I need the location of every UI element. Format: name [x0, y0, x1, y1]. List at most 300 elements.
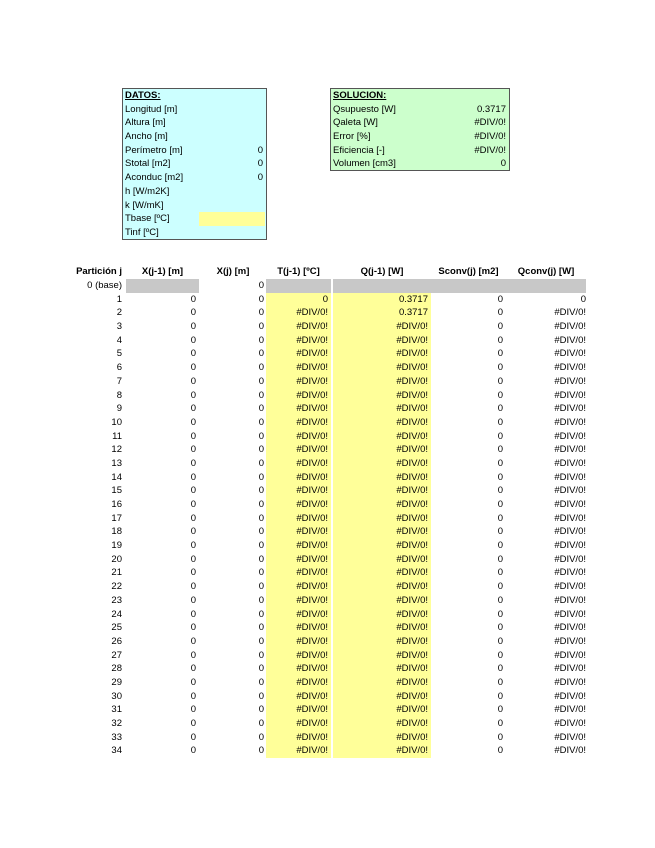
x-cell[interactable]: 0 [258, 471, 264, 483]
solucion-row [331, 157, 509, 171]
heat-cell[interactable]: #DIV/0! [333, 676, 431, 690]
partition-index-cell: 8 [116, 389, 122, 401]
x-cell[interactable]: 0 [258, 745, 264, 757]
sconv-cell[interactable]: 0 [497, 293, 503, 305]
datos-label: Ancho [m] [125, 131, 168, 143]
temperature-cell[interactable]: #DIV/0! [266, 361, 331, 375]
x-prev-cell[interactable]: 0 [190, 416, 196, 428]
x-cell[interactable]: 0 [258, 663, 264, 675]
heat-cell[interactable]: 0.3717 [333, 306, 431, 320]
base-gray-cell[interactable] [126, 279, 199, 293]
qconv-cell[interactable]: #DIV/0! [554, 321, 586, 333]
table-row [60, 635, 590, 649]
heat-cell[interactable]: #DIV/0! [333, 375, 431, 389]
qconv-cell[interactable]: #DIV/0! [554, 499, 586, 510]
table-row [60, 553, 590, 567]
sconv-cell[interactable]: 0 [497, 375, 503, 387]
heat-cell[interactable]: #DIV/0! [333, 334, 431, 348]
datos-title-row [123, 89, 266, 103]
sconv-cell[interactable]: 0 [497, 512, 503, 524]
sconv-cell[interactable]: 0 [497, 362, 503, 374]
x-prev-cell[interactable]: 0 [190, 594, 196, 606]
x-prev-cell[interactable]: 0 [190, 307, 196, 319]
heat-cell[interactable]: #DIV/0! [333, 539, 431, 553]
temperature-cell[interactable]: #DIV/0! [266, 635, 331, 649]
qconv-cell[interactable]: #DIV/0! [554, 362, 586, 374]
sconv-cell[interactable]: 0 [497, 540, 503, 552]
x-prev-cell[interactable]: 0 [190, 690, 196, 702]
qconv-cell[interactable]: #DIV/0! [554, 485, 586, 497]
heat-cell[interactable]: #DIV/0! [333, 566, 431, 580]
x-cell[interactable]: 0 [258, 307, 264, 319]
sconv-cell[interactable]: 0 [497, 704, 503, 716]
solucion-value[interactable]: #DIV/0! [474, 131, 506, 143]
partition-index-cell: 4 [116, 334, 122, 346]
solucion-label: Eficiencia [-] [333, 144, 385, 156]
sconv-cell[interactable]: 0 [497, 307, 503, 319]
table-row [60, 594, 590, 608]
header-xj: X(j) [m] [216, 266, 250, 277]
qconv-cell[interactable]: #DIV/0! [554, 663, 586, 675]
x-cell[interactable]: 0 [258, 485, 264, 497]
solucion-label: Qaleta [W] [333, 117, 378, 129]
base-label: 0 (base) [87, 280, 122, 291]
x-prev-cell[interactable]: 0 [190, 704, 196, 716]
x-prev-cell[interactable]: 0 [190, 334, 196, 346]
partition-index-cell: 20 [111, 553, 122, 565]
x-prev-cell[interactable]: 0 [190, 293, 196, 305]
qconv-cell[interactable]: #DIV/0! [554, 649, 586, 661]
partition-index-cell: 21 [111, 567, 122, 579]
heat-cell[interactable]: #DIV/0! [333, 662, 431, 676]
qconv-cell[interactable]: 0 [580, 293, 586, 305]
x-cell[interactable]: 0 [258, 389, 264, 401]
x-prev-cell[interactable]: 0 [190, 430, 196, 442]
temperature-cell[interactable]: #DIV/0! [266, 525, 331, 539]
x-cell[interactable]: 0 [258, 321, 264, 333]
temperature-cell[interactable]: #DIV/0! [266, 375, 331, 389]
partition-index-cell: 16 [111, 499, 122, 510]
qconv-cell[interactable]: #DIV/0! [554, 622, 586, 634]
sconv-cell[interactable]: 0 [497, 389, 503, 401]
temperature-cell[interactable]: #DIV/0! [266, 320, 331, 334]
heat-cell[interactable]: #DIV/0! [333, 703, 431, 717]
partition-index-cell: 31 [111, 704, 122, 716]
partition-index-cell: 19 [111, 540, 122, 552]
sconv-cell[interactable]: 0 [497, 457, 503, 469]
x-prev-cell[interactable]: 0 [190, 718, 196, 729]
heat-cell[interactable]: #DIV/0! [333, 457, 431, 471]
partition-index-cell: 6 [116, 362, 122, 374]
partition-index-cell: 13 [111, 457, 122, 469]
x-prev-cell[interactable]: 0 [190, 649, 196, 661]
x-cell[interactable]: 0 [258, 526, 264, 538]
x-prev-cell[interactable]: 0 [190, 622, 196, 634]
qconv-cell[interactable]: #DIV/0! [554, 581, 586, 593]
x-cell[interactable]: 0 [258, 512, 264, 524]
table-base-row [60, 279, 590, 293]
partition-index-cell: 23 [111, 594, 122, 606]
sconv-cell[interactable]: 0 [497, 403, 503, 415]
datos-label: Tinf [ºC] [125, 226, 159, 238]
x-prev-cell[interactable]: 0 [190, 553, 196, 565]
sconv-cell[interactable]: 0 [497, 499, 503, 510]
partition-index-cell: 22 [111, 581, 122, 593]
x-cell[interactable]: 0 [258, 608, 264, 620]
heat-cell[interactable]: #DIV/0! [333, 580, 431, 594]
tbase-input-cell[interactable] [199, 212, 265, 226]
temperature-cell[interactable]: #DIV/0! [266, 703, 331, 717]
temperature-cell[interactable]: #DIV/0! [266, 457, 331, 471]
table-row [60, 649, 590, 663]
x-cell[interactable]: 0 [258, 718, 264, 729]
sconv-cell[interactable]: 0 [497, 635, 503, 647]
sconv-cell[interactable]: 0 [497, 745, 503, 757]
qconv-cell[interactable]: #DIV/0! [554, 307, 586, 319]
partition-index-cell: 29 [111, 676, 122, 688]
sconv-cell[interactable]: 0 [497, 622, 503, 634]
qconv-cell[interactable]: #DIV/0! [554, 416, 586, 428]
temperature-cell[interactable]: #DIV/0! [266, 553, 331, 567]
x-cell[interactable]: 0 [258, 676, 264, 688]
heat-cell[interactable]: #DIV/0! [333, 443, 431, 457]
x-prev-cell[interactable]: 0 [190, 403, 196, 415]
qconv-cell[interactable]: #DIV/0! [554, 540, 586, 552]
partition-index-cell: 15 [111, 485, 122, 497]
temperature-cell[interactable]: #DIV/0! [266, 498, 331, 512]
datos-value[interactable]: 0 [257, 158, 263, 170]
x-cell[interactable]: 0 [258, 416, 264, 428]
sconv-cell[interactable]: 0 [497, 676, 503, 688]
temperature-cell[interactable]: #DIV/0! [266, 347, 331, 361]
table-row [60, 498, 590, 512]
x-cell[interactable]: 0 [258, 540, 264, 552]
x-prev-cell[interactable]: 0 [190, 745, 196, 757]
sconv-cell[interactable]: 0 [497, 663, 503, 675]
x-cell[interactable]: 0 [258, 457, 264, 469]
x-prev-cell[interactable]: 0 [190, 567, 196, 579]
sconv-cell[interactable]: 0 [497, 608, 503, 620]
solucion-title: SOLUCION: [333, 90, 387, 101]
partition-index-cell: 12 [111, 444, 122, 456]
partition-index-cell: 34 [111, 745, 122, 757]
qconv-cell[interactable]: #DIV/0! [554, 731, 586, 743]
x-prev-cell[interactable]: 0 [190, 389, 196, 401]
datos-value[interactable]: 0 [257, 172, 263, 184]
partition-index-cell: 3 [116, 321, 122, 333]
x-prev-cell[interactable]: 0 [190, 444, 196, 456]
qconv-cell[interactable]: #DIV/0! [554, 389, 586, 401]
x-prev-cell[interactable]: 0 [190, 499, 196, 510]
base-xj-cell[interactable]: 0 [258, 280, 264, 291]
datos-row [123, 199, 266, 213]
temperature-cell[interactable]: #DIV/0! [266, 334, 331, 348]
datos-label: Altura [m] [125, 117, 166, 129]
table-row [60, 690, 590, 704]
x-cell[interactable]: 0 [258, 499, 264, 510]
datos-title: DATOS: [125, 90, 161, 101]
temperature-cell[interactable]: #DIV/0! [266, 539, 331, 553]
x-cell[interactable]: 0 [258, 444, 264, 456]
table-row [60, 389, 590, 403]
temperature-cell[interactable]: #DIV/0! [266, 443, 331, 457]
temperature-cell[interactable]: #DIV/0! [266, 566, 331, 580]
qconv-cell[interactable]: #DIV/0! [554, 704, 586, 716]
heat-cell[interactable]: 0.3717 [333, 293, 431, 307]
x-prev-cell[interactable]: 0 [190, 581, 196, 593]
solucion-value[interactable]: #DIV/0! [474, 144, 506, 156]
datos-row [123, 212, 266, 226]
solucion-label: Error [%] [333, 131, 371, 143]
heat-cell[interactable]: #DIV/0! [333, 512, 431, 526]
qconv-cell[interactable]: #DIV/0! [554, 471, 586, 483]
x-cell[interactable]: 0 [258, 690, 264, 702]
heat-cell[interactable]: #DIV/0! [333, 402, 431, 416]
base-gray-cell[interactable] [333, 279, 431, 293]
solucion-row [331, 130, 509, 144]
qconv-cell[interactable]: #DIV/0! [554, 567, 586, 579]
datos-value[interactable]: 0 [257, 144, 263, 156]
qconv-cell[interactable]: #DIV/0! [554, 690, 586, 702]
partition-index-cell: 2 [116, 307, 122, 319]
x-prev-cell[interactable]: 0 [190, 457, 196, 469]
x-prev-cell[interactable]: 0 [190, 526, 196, 538]
x-cell[interactable]: 0 [258, 334, 264, 346]
sconv-cell[interactable]: 0 [497, 348, 503, 360]
header-qj-prev: Q(j-1) [W] [360, 266, 404, 277]
temperature-cell[interactable]: #DIV/0! [266, 471, 331, 485]
x-prev-cell[interactable]: 0 [190, 348, 196, 360]
solucion-value[interactable]: 0 [500, 158, 506, 170]
qconv-cell[interactable]: #DIV/0! [554, 444, 586, 456]
table-row [60, 443, 590, 457]
x-cell[interactable]: 0 [258, 553, 264, 565]
qconv-cell[interactable]: #DIV/0! [554, 348, 586, 360]
solucion-row [331, 116, 509, 130]
heat-cell[interactable]: #DIV/0! [333, 553, 431, 567]
x-cell[interactable]: 0 [258, 362, 264, 374]
heat-cell[interactable]: #DIV/0! [333, 717, 431, 731]
base-gray-cell[interactable] [266, 279, 331, 293]
qconv-cell[interactable]: #DIV/0! [554, 718, 586, 729]
partition-index-cell: 25 [111, 622, 122, 634]
qconv-cell[interactable]: #DIV/0! [554, 375, 586, 387]
x-prev-cell[interactable]: 0 [190, 485, 196, 497]
heat-cell[interactable]: #DIV/0! [333, 347, 431, 361]
x-prev-cell[interactable]: 0 [190, 512, 196, 524]
x-cell[interactable]: 0 [258, 594, 264, 606]
qconv-cell[interactable]: #DIV/0! [554, 635, 586, 647]
sconv-cell[interactable]: 0 [497, 416, 503, 428]
temperature-cell[interactable]: #DIV/0! [266, 484, 331, 498]
solucion-value[interactable]: 0.3717 [476, 103, 506, 115]
datos-label: Perímetro [m] [125, 144, 183, 156]
qconv-cell[interactable]: #DIV/0! [554, 457, 586, 469]
sconv-cell[interactable]: 0 [497, 485, 503, 497]
heat-cell[interactable]: #DIV/0! [333, 731, 431, 745]
sconv-cell[interactable]: 0 [497, 471, 503, 483]
partition-index-cell: 24 [111, 608, 122, 620]
table-row [60, 484, 590, 498]
temperature-cell[interactable]: #DIV/0! [266, 306, 331, 320]
x-cell[interactable]: 0 [258, 430, 264, 442]
temperature-cell[interactable]: 0 [266, 293, 331, 307]
table-row [60, 347, 590, 361]
solucion-label: Qsupuesto [W] [333, 103, 396, 115]
temperature-cell[interactable]: #DIV/0! [266, 580, 331, 594]
partition-index-cell: 10 [111, 416, 122, 428]
heat-cell[interactable]: #DIV/0! [333, 498, 431, 512]
temperature-cell[interactable]: #DIV/0! [266, 608, 331, 622]
partition-index-cell: 1 [116, 293, 122, 305]
temperature-cell[interactable]: #DIV/0! [266, 594, 331, 608]
datos-row [123, 171, 266, 185]
qconv-cell[interactable]: #DIV/0! [554, 334, 586, 346]
table-row [60, 457, 590, 471]
x-prev-cell[interactable]: 0 [190, 635, 196, 647]
datos-row [123, 185, 266, 199]
heat-cell[interactable]: #DIV/0! [333, 484, 431, 498]
sconv-cell[interactable]: 0 [497, 334, 503, 346]
table-row [60, 731, 590, 745]
partition-index-cell: 18 [111, 526, 122, 538]
heat-cell[interactable]: #DIV/0! [333, 635, 431, 649]
temperature-cell[interactable]: #DIV/0! [266, 717, 331, 731]
x-prev-cell[interactable]: 0 [190, 362, 196, 374]
sconv-cell[interactable]: 0 [497, 444, 503, 456]
sconv-cell[interactable]: 0 [497, 594, 503, 606]
table-row [60, 580, 590, 594]
table-body [60, 293, 590, 758]
base-gray-cell[interactable] [431, 279, 506, 293]
x-cell[interactable]: 0 [258, 375, 264, 387]
qconv-cell[interactable]: #DIV/0! [554, 403, 586, 415]
qconv-cell[interactable]: #DIV/0! [554, 676, 586, 688]
x-cell[interactable]: 0 [258, 581, 264, 593]
sconv-cell[interactable]: 0 [497, 567, 503, 579]
qconv-cell[interactable]: #DIV/0! [554, 430, 586, 442]
temperature-cell[interactable]: #DIV/0! [266, 430, 331, 444]
qconv-cell[interactable]: #DIV/0! [554, 553, 586, 565]
temperature-cell[interactable]: #DIV/0! [266, 512, 331, 526]
temperature-cell[interactable]: #DIV/0! [266, 731, 331, 745]
temperature-cell[interactable]: #DIV/0! [266, 621, 331, 635]
sconv-cell[interactable]: 0 [497, 649, 503, 661]
x-cell[interactable]: 0 [258, 403, 264, 415]
x-cell[interactable]: 0 [258, 649, 264, 661]
heat-cell[interactable]: #DIV/0! [333, 320, 431, 334]
x-cell[interactable]: 0 [258, 567, 264, 579]
x-cell[interactable]: 0 [258, 731, 264, 743]
x-prev-cell[interactable]: 0 [190, 471, 196, 483]
partition-index-cell: 30 [111, 690, 122, 702]
temperature-cell[interactable]: #DIV/0! [266, 744, 331, 758]
heat-cell[interactable]: #DIV/0! [333, 389, 431, 403]
heat-cell[interactable]: #DIV/0! [333, 744, 431, 758]
table-row [60, 471, 590, 485]
x-prev-cell[interactable]: 0 [190, 663, 196, 675]
heat-cell[interactable]: #DIV/0! [333, 690, 431, 704]
heat-cell[interactable]: #DIV/0! [333, 361, 431, 375]
sconv-cell[interactable]: 0 [497, 526, 503, 538]
partition-index-cell: 17 [111, 512, 122, 524]
heat-cell[interactable]: #DIV/0! [333, 621, 431, 635]
header-xj-prev: X(j-1) [m] [141, 266, 184, 277]
sconv-cell[interactable]: 0 [497, 430, 503, 442]
table-row [60, 608, 590, 622]
table-row [60, 539, 590, 553]
x-prev-cell[interactable]: 0 [190, 608, 196, 620]
table-row [60, 402, 590, 416]
x-prev-cell[interactable]: 0 [190, 731, 196, 743]
heat-cell[interactable]: #DIV/0! [333, 471, 431, 485]
header-qconv: Qconv(j) [W] [517, 266, 575, 277]
x-cell[interactable]: 0 [258, 635, 264, 647]
temperature-cell[interactable]: #DIV/0! [266, 676, 331, 690]
partition-index-cell: 28 [111, 663, 122, 675]
temperature-cell[interactable]: #DIV/0! [266, 649, 331, 663]
table-row [60, 744, 590, 758]
temperature-cell[interactable]: #DIV/0! [266, 416, 331, 430]
temperature-cell[interactable]: #DIV/0! [266, 662, 331, 676]
table-row [60, 320, 590, 334]
sconv-cell[interactable]: 0 [497, 581, 503, 593]
partition-index-cell: 32 [111, 718, 122, 729]
x-prev-cell[interactable]: 0 [190, 676, 196, 688]
qconv-cell[interactable]: #DIV/0! [554, 745, 586, 757]
sconv-cell[interactable]: 0 [497, 731, 503, 743]
x-prev-cell[interactable]: 0 [190, 321, 196, 333]
solucion-title-row [331, 89, 509, 103]
x-cell[interactable]: 0 [258, 293, 264, 305]
solucion-label: Volumen [cm3] [333, 158, 396, 170]
sconv-cell[interactable]: 0 [497, 690, 503, 702]
datos-label: Longitud [m] [125, 103, 178, 115]
heat-cell[interactable]: #DIV/0! [333, 525, 431, 539]
solucion-panel [330, 88, 510, 171]
sconv-cell[interactable]: 0 [497, 553, 503, 565]
x-prev-cell[interactable]: 0 [190, 540, 196, 552]
solucion-value[interactable]: #DIV/0! [474, 117, 506, 129]
heat-cell[interactable]: #DIV/0! [333, 649, 431, 663]
qconv-cell[interactable]: #DIV/0! [554, 526, 586, 538]
table-row [60, 306, 590, 320]
base-gray-cell[interactable] [506, 279, 586, 293]
x-cell[interactable]: 0 [258, 348, 264, 360]
sconv-cell[interactable]: 0 [497, 718, 503, 729]
heat-cell[interactable]: #DIV/0! [333, 594, 431, 608]
qconv-cell[interactable]: #DIV/0! [554, 608, 586, 620]
temperature-cell[interactable]: #DIV/0! [266, 402, 331, 416]
table-header-row [60, 265, 590, 279]
qconv-cell[interactable]: #DIV/0! [554, 594, 586, 606]
temperature-cell[interactable]: #DIV/0! [266, 690, 331, 704]
temperature-cell[interactable]: #DIV/0! [266, 389, 331, 403]
heat-cell[interactable]: #DIV/0! [333, 416, 431, 430]
sconv-cell[interactable]: 0 [497, 321, 503, 333]
heat-cell[interactable]: #DIV/0! [333, 608, 431, 622]
x-cell[interactable]: 0 [258, 622, 264, 634]
table-row [60, 293, 590, 307]
x-prev-cell[interactable]: 0 [190, 375, 196, 387]
x-cell[interactable]: 0 [258, 704, 264, 716]
solucion-row [331, 144, 509, 158]
header-particion: Partición j [76, 266, 122, 277]
header-sconv: Sconv(j) [m2] [438, 266, 499, 277]
qconv-cell[interactable]: #DIV/0! [554, 512, 586, 524]
heat-cell[interactable]: #DIV/0! [333, 430, 431, 444]
datos-rows [123, 103, 266, 240]
